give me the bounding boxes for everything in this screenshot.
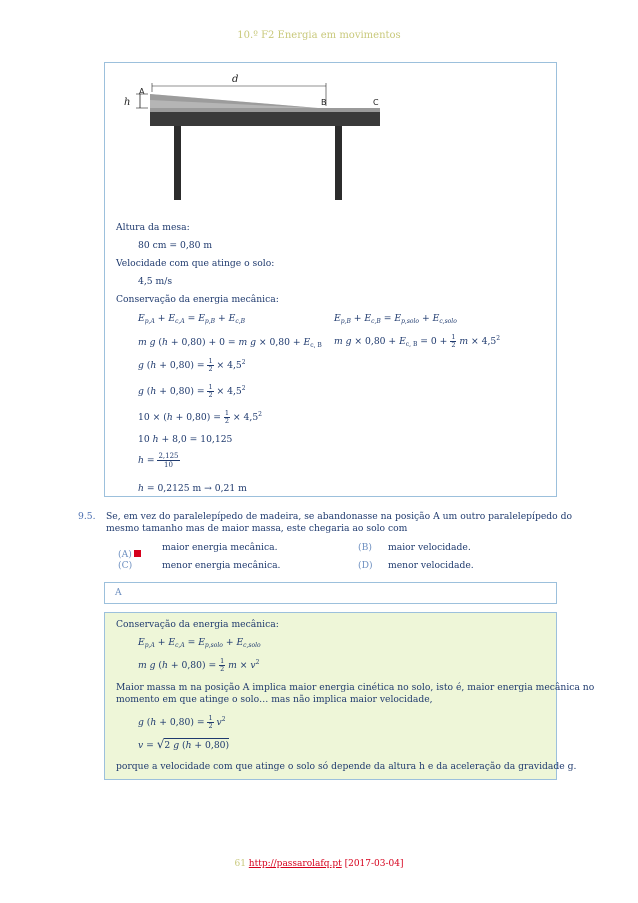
label-A: A — [139, 87, 145, 96]
selected-marker-icon — [134, 550, 141, 557]
table-leg-right — [335, 126, 342, 200]
velocidade-value: 4,5 m/s — [138, 276, 173, 287]
question-text-1: Se, em vez do paralelepípedo de madeira, se abandonasse na posição A um outro paralelepípedo do — [106, 511, 573, 522]
question-text-2: mesmo tamanho mas de maior massa, este chegaria ao solo com — [106, 523, 408, 534]
table-leg-left — [174, 126, 181, 200]
explanation-eq3: g (h + 0,80) = $\frac{1}{2}$ $v^2$ — [138, 714, 226, 730]
label-B: B — [321, 98, 327, 107]
eq-right-1: $E_{p,B} + E_{c,B} = E_{p,solo} + E_{c,solo}$ — [334, 313, 457, 325]
altura-label: Altura da mesa: — [116, 222, 190, 233]
step-5: h = $\frac{2,125}{10}$ — [138, 452, 179, 469]
label-d: d — [232, 74, 239, 85]
explanation-para1-line2: momento em que atinge o solo… mas não implica maior velocidade, — [116, 694, 433, 705]
velocidade-label: Velocidade com que atinge o solo: — [116, 258, 275, 269]
option-a-text: maior energia mecânica. — [162, 542, 278, 553]
explanation-para1-line1: Maior massa m na posição A implica maior energia cinética no solo, isto é, maior energia mecânica no — [116, 682, 595, 693]
eq-left-1: $E_{p,A} + E_{c,A} = E_{p,B} + E_{c,B}$ — [138, 313, 246, 325]
option-a[interactable] — [118, 542, 141, 561]
option-c-text: menor energia mecânica. — [162, 560, 281, 571]
footer-date: [2017-03-04] — [344, 859, 404, 869]
conservacao-label: Conservação da energia mecânica: — [116, 294, 279, 305]
option-d-letter[interactable]: (D) — [358, 560, 373, 571]
altura-value: 80 cm = 0,80 m — [138, 240, 213, 251]
explanation-para2: porque a velocidade com que atinge o solo só depende da altura h e da aceleração da gravidade g. — [116, 761, 577, 772]
option-a-letter: (A) — [118, 549, 132, 560]
page-header: 10.º F2 Energia em movimentos — [237, 30, 401, 41]
question-number: 9.5. — [78, 511, 96, 522]
option-c-letter[interactable]: (C) — [118, 560, 133, 571]
table-top — [150, 112, 380, 126]
footer-link[interactable]: http://passarolafq.pt — [248, 859, 342, 869]
label-C: C — [373, 98, 379, 107]
step-3: 10 × (h + 0,80) = $\frac{1}{2}$ × $4,5^2$ — [138, 409, 262, 425]
table-figure — [118, 70, 388, 206]
eq-left-2: m g (h + 0,80) + 0 = m $g \times 0,80 + E_{c, B}$ — [138, 337, 322, 349]
page-footer — [0, 859, 638, 869]
option-b-letter[interactable]: (B) — [358, 542, 372, 553]
answer-box — [104, 582, 557, 604]
answer-value: A — [115, 587, 122, 598]
page-number: 61 — [234, 859, 246, 869]
explanation-line1: Conservação da energia mecânica: — [116, 619, 279, 630]
table-surface — [150, 108, 380, 112]
option-b-text: maior velocidade. — [388, 542, 471, 553]
step-1: g (h + 0,80) = $\frac{1}{2}$ × $4,5^2$ — [138, 357, 246, 373]
explanation-eq4: v = √2 g (h + 0,80) — [138, 737, 230, 751]
label-h: h — [124, 97, 131, 108]
eq-right-2: m $g \times 0,80 + E_{c, B} = 0$ + $\frac{1}{2}$ $m \times 4,5^2$ — [334, 333, 501, 349]
option-d-text: menor velocidade. — [388, 560, 474, 571]
step-2: g (h + 0,80) = $\frac{1}{2}$ × $4,5^2$ — [138, 383, 246, 399]
step-4: 10 h + 8,0 = 10,125 — [138, 434, 233, 445]
explanation-eq2: m g (h + 0,80) = $\frac{1}{2}$ $m \times v^2$ — [138, 657, 260, 673]
step-6: h = 0,2125 m → 0,21 m — [138, 483, 247, 494]
explanation-eq1: $E_{p,A} + E_{c,A} = E_{p,solo} + E_{c,solo}$ — [138, 637, 261, 649]
